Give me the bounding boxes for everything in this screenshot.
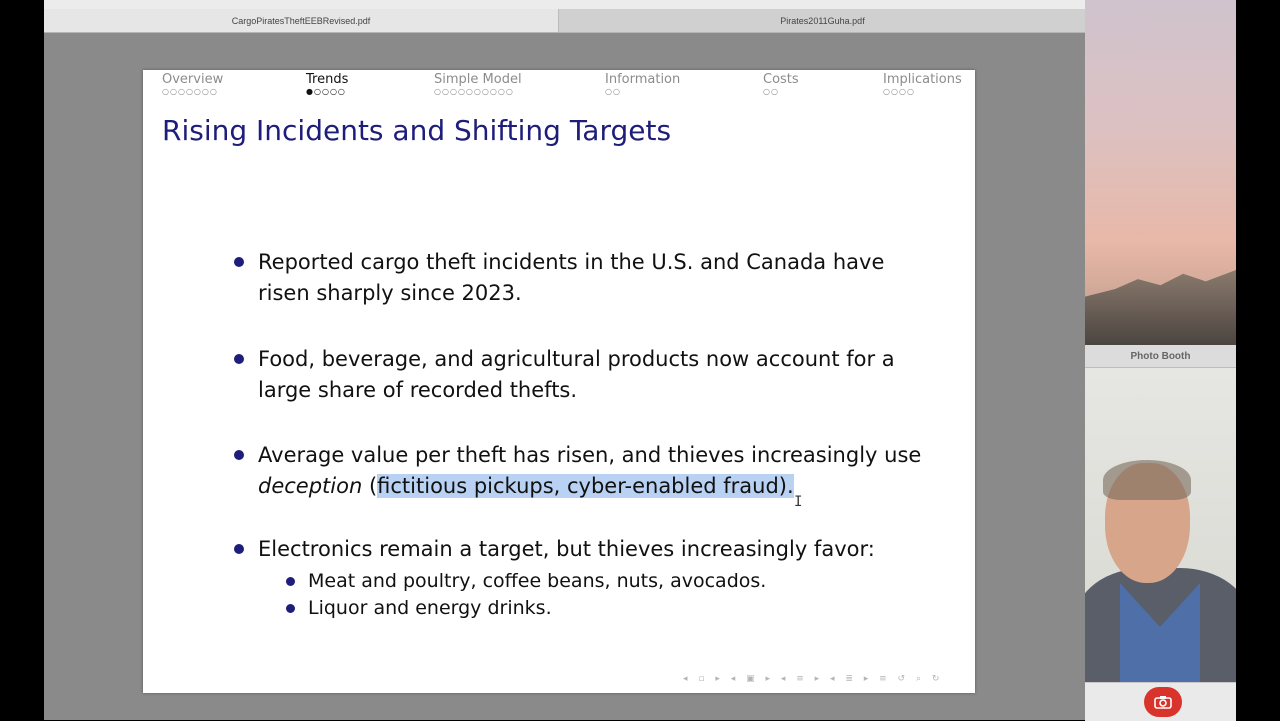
bullet-marker bbox=[234, 257, 244, 267]
photo-booth-toolbar bbox=[1085, 682, 1236, 721]
selected-text[interactable]: fictitious pickups, cyber-enabled fraud). bbox=[377, 474, 794, 498]
nav-dots[interactable]: ○○ bbox=[605, 87, 621, 96]
nav-dots[interactable]: ○○ bbox=[763, 87, 779, 96]
bullet-item bbox=[258, 344, 918, 406]
sub-bullet-text: Meat and poultry, coffee beans, nuts, avocados. bbox=[308, 570, 767, 592]
nav-label: Trends bbox=[306, 72, 349, 87]
title-strip bbox=[44, 0, 1085, 9]
text-cursor-icon: I bbox=[794, 494, 803, 510]
sub-bullet-item bbox=[308, 567, 766, 595]
tab-pirates-2011[interactable]: Pirates2011Guha.pdf bbox=[558, 9, 1086, 32]
tab-cargo-pirates[interactable]: CargoPiratesTheftEEBRevised.pdf bbox=[44, 9, 558, 32]
bullet-marker bbox=[286, 604, 295, 613]
bullet-text: Electronics remain a target, but thieves increasingly favor: bbox=[258, 537, 875, 561]
sub-bullet-item bbox=[308, 594, 552, 622]
bullet-marker bbox=[286, 577, 295, 586]
camera-shutter-button[interactable] bbox=[1144, 687, 1182, 717]
bullet-text: Average value per theft has risen, and thieves increasingly use bbox=[258, 443, 922, 467]
bullet-item bbox=[258, 440, 928, 502]
sub-bullet-text: Liquor and energy drinks. bbox=[308, 597, 552, 619]
nav-label: Overview bbox=[162, 72, 224, 87]
nav-section-overview[interactable] bbox=[162, 72, 223, 97]
bullet-text: Reported cargo theft incidents in the U.S. and Canada have risen sharply since 2023. bbox=[258, 250, 885, 305]
nav-dots[interactable]: ○○○○○○○ bbox=[162, 87, 218, 96]
nav-label: Implications bbox=[883, 72, 962, 87]
bullet-item bbox=[258, 247, 918, 309]
paren-open: ( bbox=[362, 474, 378, 498]
emphasis-text: deception bbox=[258, 474, 363, 498]
presenter-hair bbox=[1103, 460, 1191, 500]
photo-booth-title: Photo Booth bbox=[1085, 345, 1236, 368]
camera-icon bbox=[1154, 695, 1172, 709]
nav-label: Simple Model bbox=[434, 72, 522, 87]
nav-dots[interactable]: ○○○○○○○○○○ bbox=[434, 87, 514, 96]
tab-bar bbox=[44, 0, 1085, 33]
nav-dots[interactable]: ○○○○ bbox=[883, 87, 915, 96]
bullet-item bbox=[258, 534, 918, 565]
nav-label: Information bbox=[605, 72, 681, 87]
bullet-marker bbox=[234, 450, 244, 460]
nav-section-information[interactable] bbox=[605, 72, 680, 97]
screen-edge bbox=[1236, 0, 1280, 720]
bullet-text: Food, beverage, and agricultural products now account for a large share of recorded thefts. bbox=[258, 347, 895, 402]
nav-label: Costs bbox=[763, 72, 799, 87]
camera-preview bbox=[1085, 368, 1236, 682]
slide-title: Rising Incidents and Shifting Targets bbox=[162, 114, 672, 147]
nav-dots[interactable]: ●○○○○ bbox=[306, 87, 346, 96]
pdf-viewer-window bbox=[44, 0, 1085, 720]
nav-section-costs[interactable] bbox=[763, 72, 799, 97]
nav-section-simple-model[interactable] bbox=[434, 72, 522, 97]
slide-page bbox=[143, 70, 975, 693]
bullet-marker bbox=[234, 544, 244, 554]
beamer-navigation-controls[interactable]: ◂ ▫ ▸ ◂ ▣ ▸ ◂ ≡ ▸ ◂ ≣ ▸ ≡ ↺ ⌕ ↻ bbox=[683, 674, 944, 684]
bullet-marker bbox=[234, 354, 244, 364]
nav-section-trends[interactable] bbox=[306, 72, 348, 97]
photo-booth-window bbox=[1085, 0, 1236, 720]
nav-section-implications[interactable] bbox=[883, 72, 962, 97]
